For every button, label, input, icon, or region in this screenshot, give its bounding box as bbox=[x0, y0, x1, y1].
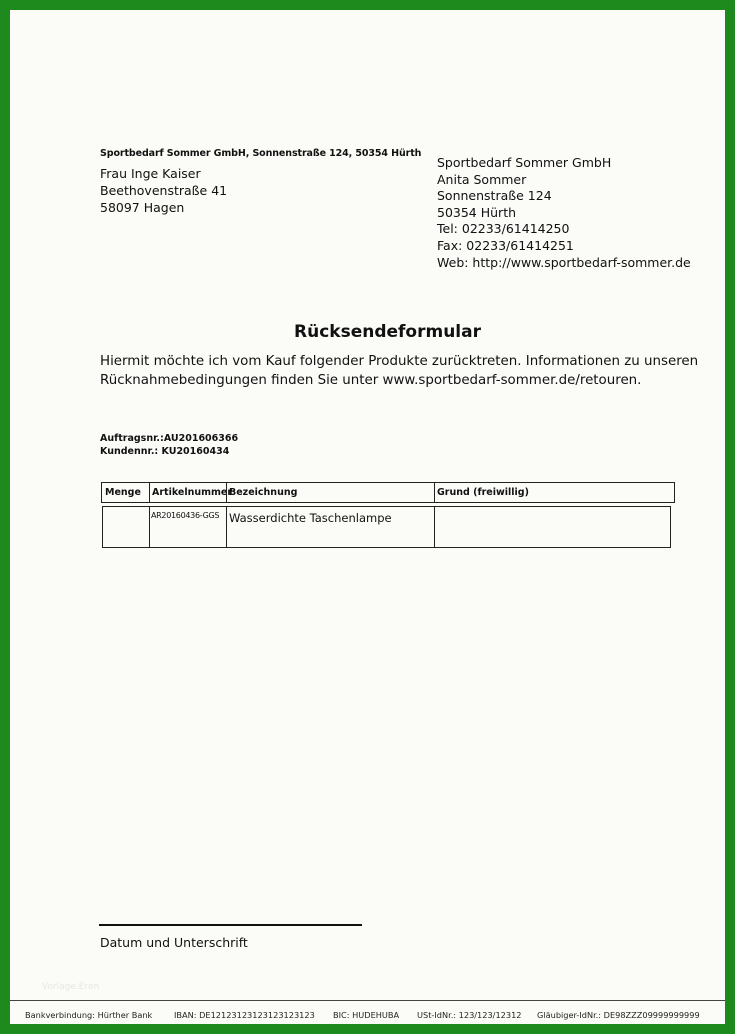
intro-line-1: Hiermit möchte ich vom Kauf folgender Produkte zurücktreten. Informationen zu unseren bbox=[100, 354, 699, 369]
cell-artikelnummer: AR20160436-GGS bbox=[151, 511, 220, 520]
company-web: Web: http://www.sportbedarf-sommer.de bbox=[437, 254, 691, 270]
company-tel: Tel: 02233/61414250 bbox=[437, 221, 570, 237]
page-title: Rücksendeformular bbox=[294, 322, 481, 342]
company-contact-block bbox=[437, 155, 691, 271]
document-page bbox=[10, 10, 725, 1024]
watermark: Vorlage.Eren bbox=[42, 982, 100, 992]
recipient-address bbox=[100, 165, 227, 216]
footer-bank: Bankverbindung: Hürther Bank bbox=[25, 1010, 153, 1020]
table-row bbox=[102, 506, 671, 548]
recipient-street: Beethovenstraße 41 bbox=[100, 183, 228, 198]
sender-return-address: Sportbedarf Sommer GmbH, Sonnenstraße 124, 50354 Hürth bbox=[100, 148, 422, 159]
footer-iban: IBAN: DE12123123123123123123 bbox=[174, 1010, 315, 1020]
footer-ust: USt-IdNr.: 123/123/12312 bbox=[417, 1010, 522, 1020]
footer-divider bbox=[10, 1000, 725, 1001]
cell-grund bbox=[434, 507, 670, 547]
company-city: 50354 Hürth bbox=[437, 204, 517, 220]
signature-line bbox=[99, 924, 362, 926]
company-fax: Fax: 02233/61414251 bbox=[437, 237, 574, 253]
header-bezeichnung: Bezeichnung bbox=[229, 487, 298, 498]
cell-menge bbox=[103, 507, 149, 547]
company-name: Sportbedarf Sommer GmbH bbox=[437, 155, 612, 170]
footer-bic: BIC: HUDEHUBA bbox=[333, 1010, 400, 1020]
company-contact: Anita Sommer bbox=[437, 171, 527, 187]
intro-text bbox=[100, 352, 698, 390]
header-menge: Menge bbox=[105, 487, 141, 498]
signature-label: Datum und Unterschrift bbox=[100, 935, 248, 950]
header-artikelnummer: Artikelnummer bbox=[152, 487, 233, 498]
table-header-row bbox=[101, 482, 675, 503]
cell-bezeichnung: Wasserdichte Taschenlampe bbox=[229, 511, 392, 525]
company-street: Sonnenstraße 124 bbox=[437, 188, 552, 204]
recipient-name: Frau Inge Kaiser bbox=[100, 166, 201, 181]
header-grund: Grund (freiwillig) bbox=[437, 487, 529, 498]
footer-glaeubiger: Gläubiger-IdNr.: DE98ZZZ09999999999 bbox=[537, 1010, 700, 1020]
order-number: Auftragsnr.:AU201606366 bbox=[100, 433, 239, 444]
order-info bbox=[100, 433, 238, 458]
intro-line-2: Rücknahmebedingungen finden Sie unter www.sportbedarf-sommer.de/retouren. bbox=[100, 373, 642, 388]
recipient-city: 58097 Hagen bbox=[100, 200, 185, 215]
customer-number: Kundennr.: KU20160434 bbox=[100, 445, 230, 457]
